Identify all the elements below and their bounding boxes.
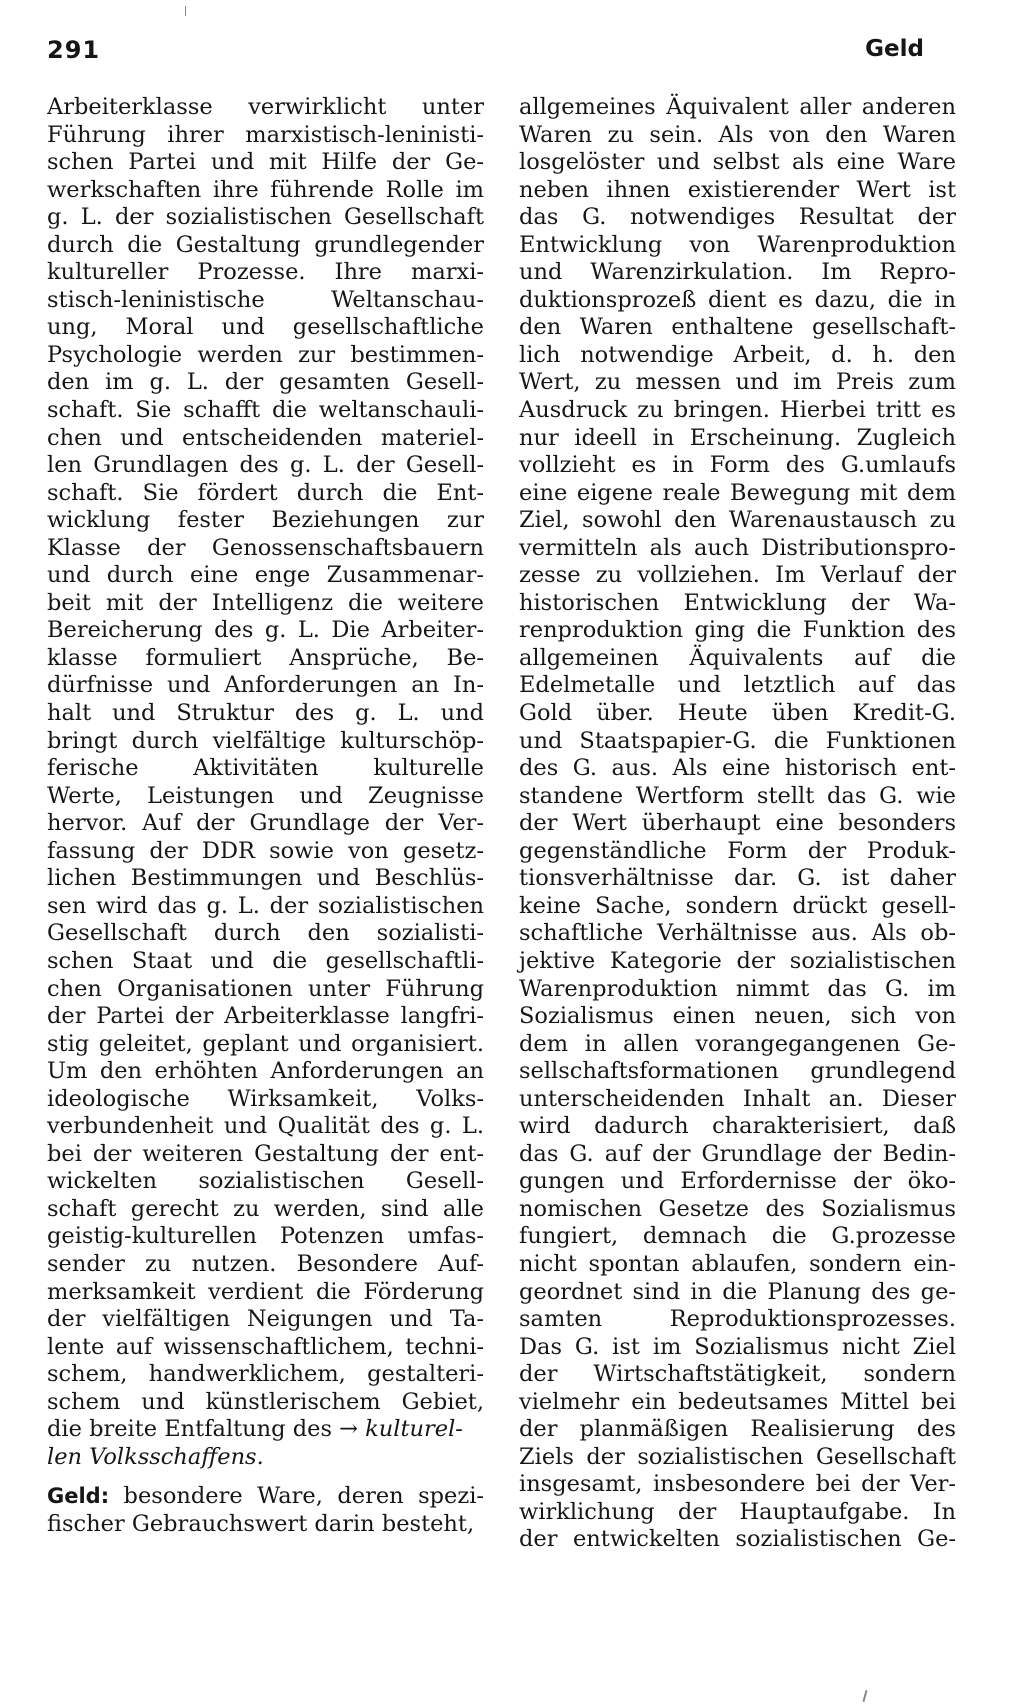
text-line: g. L. der sozialistischen Gesellschaft [47,204,484,231]
text-line: vollzieht es in Form des G.umlaufs [519,452,956,479]
text-line: vielmehr ein bedeutsames Mittel bei [519,1388,956,1415]
text-line: und Warenzirkulation. Im Repro- [519,259,956,286]
text-line: gegenständliche Form der Produk- [519,837,956,864]
text-line: lich notwendige Arbeit, d. h. den [519,341,956,368]
text-line: neben ihnen existierender Wert ist [519,176,956,203]
text-line: schaft gerecht zu werden, sind alle [47,1195,484,1222]
text-line: ideologische Wirksamkeit, Volks- [47,1085,484,1112]
entry-term: Geld: [47,1484,110,1509]
text-line: lente auf wissenschaftlichem, techni- [47,1333,484,1360]
text-line: schen Staat und die gesellschaftli- [47,947,484,974]
text-line: geistig-kulturellen Potenzen umfas- [47,1223,484,1250]
text-line: Gesellschaft durch den sozialisti- [47,920,484,947]
text-line: sellschaftsformationen grundlegend [519,1058,956,1085]
text-line: Ziels der sozialistischen Gesellschaft [519,1443,956,1470]
text-line: fassung der DDR sowie von gesetz- [47,837,484,864]
text-line: Um den erhöhten Anforderungen an [47,1058,484,1085]
text-line: fungiert, demnach die G.prozesse [519,1223,956,1250]
text-line: das G. auf der Grundlage der Bedin- [519,1140,956,1167]
text-line: Ausdruck zu bringen. Hierbei tritt es [519,397,956,424]
text-line: Psychologie werden zur bestimmen- [47,341,484,368]
text-line: samten Reproduktionsprozesses. [519,1306,956,1333]
text-line: sender zu nutzen. Besondere Auf- [47,1250,484,1277]
text-line: wickelten sozialistischen Gesell- [47,1168,484,1195]
text-line: bringt durch vielfältige kulturschöp- [47,727,484,754]
crossref-line-1 [47,1416,484,1444]
text-line: Gold über. Heute üben Kredit-G. [519,700,956,727]
text-line: bei der weiteren Gestaltung der ent- [47,1140,484,1167]
text-line: hervor. Auf der Grundlage der Ver- [47,810,484,837]
text-line: klasse formuliert Ansprüche, Be- [47,644,484,671]
text-line: merksamkeit verdient die Förderung [47,1278,484,1305]
text-line: lichen Bestimmungen und Beschlüs- [47,865,484,892]
text-line: nicht spontan ablaufen, sondern ein- [519,1250,956,1277]
text-line: standene Wertform stellt das G. wie [519,782,956,809]
entry-headword-line [47,1483,484,1511]
text-line: nur ideell in Erscheinung. Zugleich [519,424,956,451]
text-line: renproduktion ging die Funktion des [519,617,956,644]
text-line: verbundenheit und Qualität des g. L. [47,1113,484,1140]
text-line: schem, handwerklichem, gestalteri- [47,1361,484,1388]
text-line: Das G. ist im Sozialismus nicht Ziel [519,1333,956,1360]
text-line: keine Sache, sondern drückt gesell- [519,892,956,919]
running-head: Geld [865,36,924,62]
text-line: den Waren enthaltene gesellschaft- [519,314,956,341]
text-line: das G. notwendiges Resultat der [519,204,956,231]
left-column-lines [47,94,484,1416]
text-line: den im g. L. der gesamten Gesell- [47,369,484,396]
scan-mark-bottom [862,1690,867,1702]
text-line: stig geleitet, geplant und organisiert. [47,1030,484,1057]
text-line: len Grundlagen des g. L. der Gesell- [47,452,484,479]
scan-mark-top [185,6,186,16]
text-line: wird dadurch charakterisiert, daß [519,1113,956,1140]
text-line: chen und entscheidenden materiel- [47,424,484,451]
text-line: der entwickelten sozialistischen Ge- [519,1526,956,1553]
text-line: gungen und Erfordernisse der öko- [519,1168,956,1195]
text-line: zesse zu vollziehen. Im Verlauf der [519,562,956,589]
text-line: der Wirtschaftstätigkeit, sondern [519,1361,956,1388]
text-line: eine eigene reale Bewegung mit dem [519,479,956,506]
text-line: Ziel, sowohl den Warenaustausch zu [519,507,956,534]
text-line: und Staatspapier-G. die Funktionen [519,727,956,754]
right-column-lines [519,94,956,1554]
text-line: der Wert überhaupt eine besonders [519,810,956,837]
entry-line-1: besondere Ware, deren spezi- [109,1483,484,1510]
entry-gap [47,1471,484,1483]
text-line: Edelmetalle und letztlich auf das [519,672,956,699]
text-line: Entwicklung von Warenproduktion [519,231,956,258]
final-line-start: die breite Entfaltung des [47,1416,340,1443]
text-line: dem in allen vorangegangenen Ge- [519,1030,956,1057]
text-line: schem und künstlerischem Gebiet, [47,1388,484,1415]
crossref-line-2[interactable]: len Volksschaffens. [47,1443,264,1470]
text-line: geordnet sind in die Planung des ge- [519,1278,956,1305]
text-line: stisch-leninistische Weltanschau- [47,286,484,313]
text-line: Arbeiterklasse verwirklicht unter [47,94,484,120]
text-line: schaft. Sie fördert durch die Ent- [47,479,484,506]
text-line: nomischen Gesetze des Sozialismus [519,1195,956,1222]
text-line: historischen Entwicklung der Wa- [519,589,956,616]
text-line: wirklichung der Hauptaufgabe. In [519,1498,956,1525]
page-number: 291 [47,36,101,64]
text-line: durch die Gestaltung grundlegender [47,231,484,258]
text-line: jektive Kategorie der sozialistischen [519,947,956,974]
text-line: beit mit der Intelligenz die weitere [47,589,484,616]
text-line: Waren zu sein. Als von den Waren [519,121,956,148]
crossref-link[interactable]: kulturel- [365,1416,463,1443]
text-line: ferische Aktivitäten kulturelle [47,755,484,782]
right-column [519,94,956,1554]
text-line: schaftliche Verhältnisse aus. Als ob- [519,920,956,947]
text-line: duktionsprozeß dient es dazu, die in [519,286,956,313]
text-line: vermitteln als auch Distributionspro- [519,534,956,561]
arrow-icon: → [339,1416,358,1443]
text-line: chen Organisationen unter Führung [47,975,484,1002]
text-line: der vielfältigen Neigungen und Ta- [47,1306,484,1333]
text-line: allgemeines Äquivalent aller anderen [519,94,956,120]
text-line: Klasse der Genossenschaftsbauern [47,534,484,561]
text-line: allgemeinen Äquivalents auf die [519,644,956,671]
text-line: wicklung fester Beziehungen zur [47,507,484,534]
text-line: sen wird das g. L. der sozialistischen [47,892,484,919]
text-line: losgelöster und selbst als eine Ware [519,149,956,176]
text-line: kultureller Prozesse. Ihre marxi- [47,259,484,286]
text-line: Werte, Leistungen und Zeugnisse [47,782,484,809]
text-line: Führung ihrer marxistisch-leninisti- [47,121,484,148]
left-column [47,94,484,1538]
text-line: der Partei der Arbeiterklasse langfri- [47,1003,484,1030]
text-line: halt und Struktur des g. L. und [47,700,484,727]
text-line: ung, Moral und gesellschaftliche [47,314,484,341]
text-line: insgesamt, insbesondere bei der Ver- [519,1471,956,1498]
text-line: schen Partei und mit Hilfe der Ge- [47,149,484,176]
text-line: und durch eine enge Zusammenar- [47,562,484,589]
text-line: Wert, zu messen und im Preis zum [519,369,956,396]
text-line: dürfnisse und Anforderungen an In- [47,672,484,699]
text-line: Bereicherung des g. L. Die Arbeiter- [47,617,484,644]
text-line: unterscheidenden Inhalt an. Dieser [519,1085,956,1112]
text-line: Warenproduktion nimmt das G. im [519,975,956,1002]
text-line: tionsverhältnisse dar. G. ist daher [519,865,956,892]
text-line: der planmäßigen Realisierung des [519,1416,956,1443]
text-line: schaft. Sie schafft die weltanschauli- [47,397,484,424]
text-line: des G. aus. Als eine historisch ent- [519,755,956,782]
text-line: werkschaften ihre führende Rolle im [47,176,484,203]
text-line: Sozialismus einen neuen, sich von [519,1003,956,1030]
entry-line-2: fischer Gebrauchswert darin besteht, [47,1510,475,1537]
